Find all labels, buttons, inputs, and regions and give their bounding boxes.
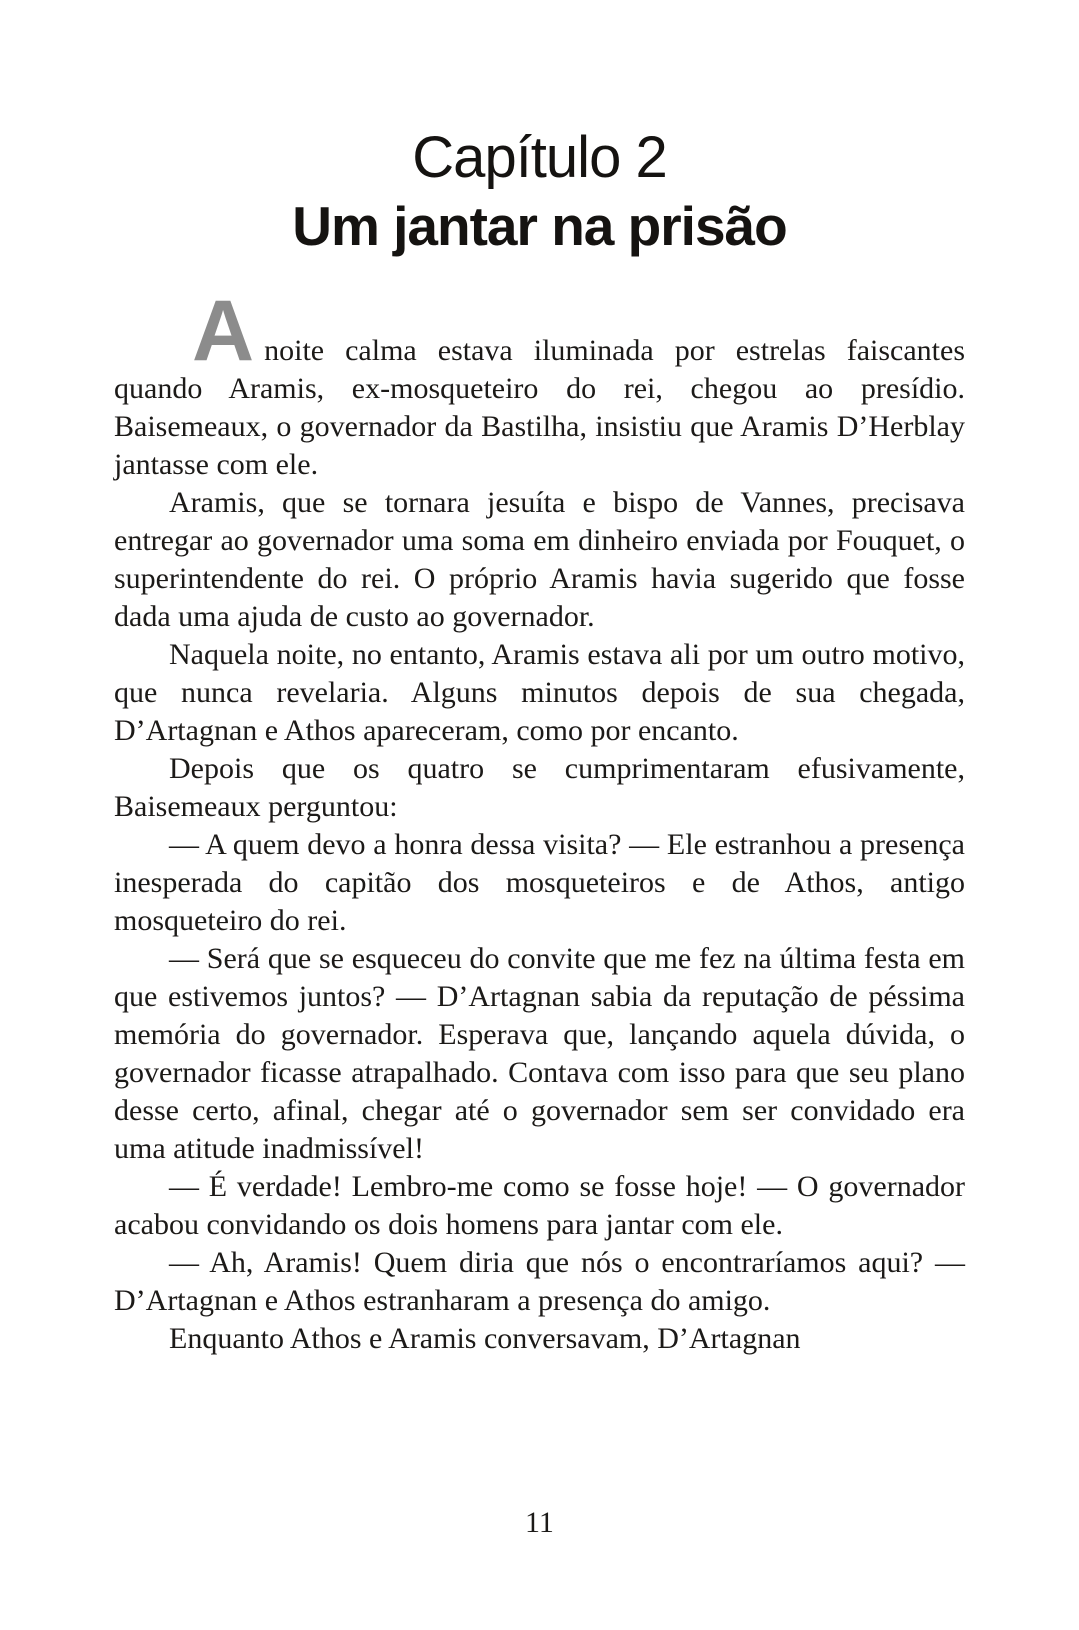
page-number: 11 — [525, 1506, 554, 1539]
paragraph: — Ah, Aramis! Quem diria que nós o encontraríamos aqui? — D’Artagnan e Athos estranharam a presença do amigo. — [114, 1246, 965, 1317]
paragraph-text: noite calma estava iluminada por estrelas faiscantes quando Aramis, ex-mosqueteiro do rei, chegou ao presídio. Baisemeaux, o governador da Bastilha, insistiu que Aramis D’Herblay jantasse com ele. — [114, 334, 965, 481]
paragraph: Naquela noite, no entanto, Aramis estava ali por um outro motivo, que nunca revelaria. Alguns minutos depois de sua chegada, D’Artagnan e Athos apareceram, como por encanto. — [114, 638, 965, 747]
chapter-number: Capítulo 2 — [412, 125, 667, 190]
paragraph: — Será que se esqueceu do convite que me fez na última festa em que estivemos juntos? — D’Artagnan sabia da reputação de péssima memória do governador. Esperava que, lançando aquela dúvida, o governador ficasse atrapalhado. Contava com isso para que seu plano desse certo, afinal, chegar até o governador sem ser convidado era uma atitude inadmissível! — [114, 942, 965, 1165]
paragraph: — É verdade! Lembro-me como se fosse hoje! — O governador acabou convidando os dois homens para jantar com ele. — [114, 1170, 965, 1241]
chapter-body — [114, 283, 965, 1358]
paragraph: — A quem devo a honra dessa visita? — Ele estranhou a presença inesperada do capitão dos mosqueteiros e de Athos, antigo mosqueteiro do rei. — [114, 828, 965, 937]
chapter-title: Um jantar na prisão — [292, 195, 787, 257]
paragraph: Aramis, que se tornara jesuíta e bispo de Vannes, precisava entregar ao governador uma soma em dinheiro enviada por Fouquet, o superintendente do rei. O próprio Aramis havia sugerido que fosse dada uma ajuda de custo ao governador. — [114, 486, 965, 633]
paragraph: Enquanto Athos e Aramis conversavam, D’Artagnan — [169, 1322, 801, 1355]
chapter-header — [0, 0, 1079, 256]
paragraph-opening — [114, 283, 965, 484]
drop-cap-initial: A — [192, 283, 255, 379]
paragraph: Depois que os quatro se cumprimentaram efusivamente, Baisemeaux perguntou: — [114, 752, 965, 823]
